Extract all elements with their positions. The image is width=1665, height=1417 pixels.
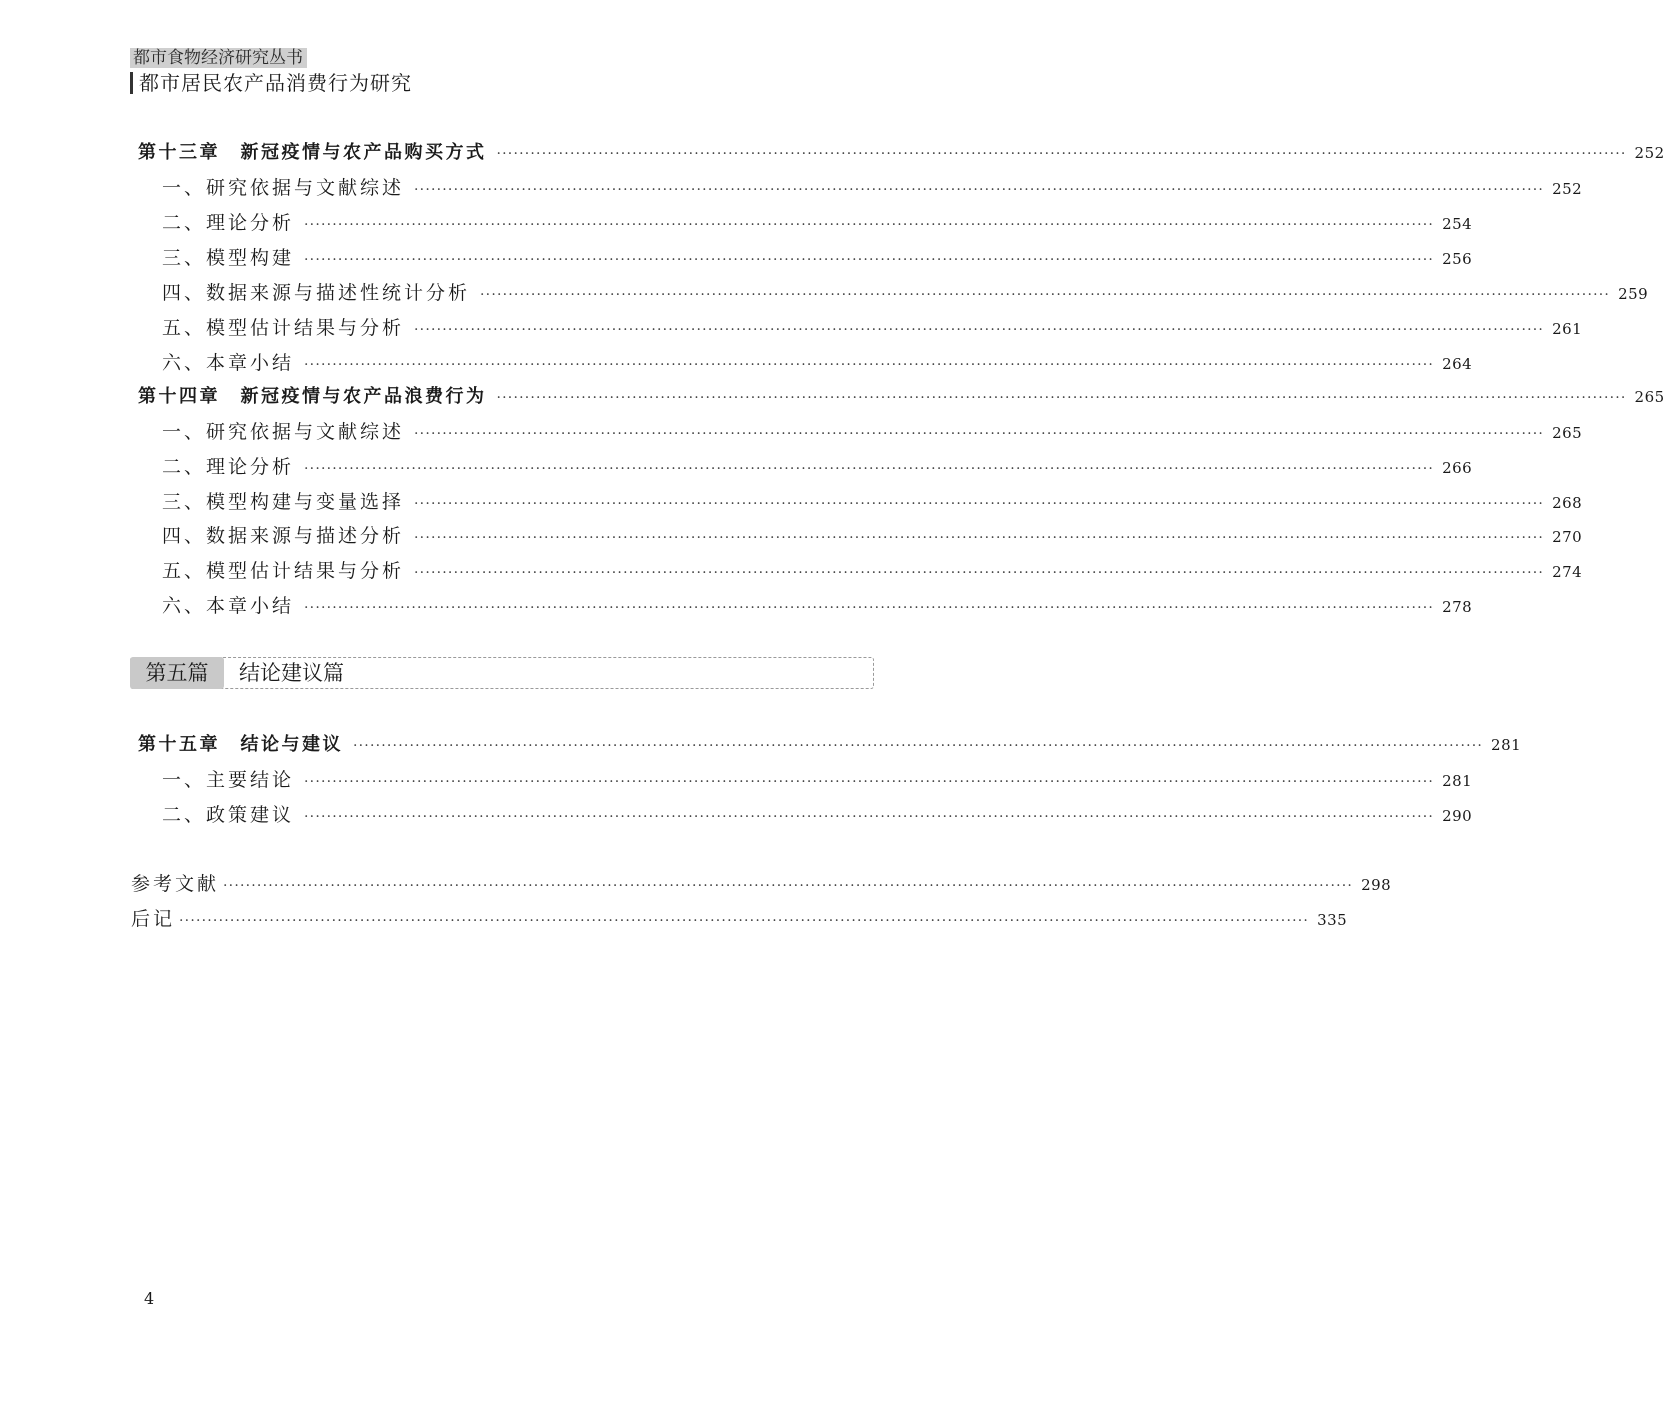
page-number: 265 [1634,388,1665,406]
page-number: 256 [1442,250,1473,268]
page-number: 252 [1552,180,1583,198]
toc-chapter-13[interactable] [138,138,1665,168]
dot-leader: ········································································································································································································ [414,496,1545,512]
dot-leader: ········································································································································································································ [304,252,1435,268]
page-number: 274 [1552,563,1583,581]
toc-section[interactable] [162,417,1583,447]
part-banner [130,657,874,689]
toc-section[interactable] [162,487,1583,517]
page-folio: 4 [144,1289,155,1308]
toc-section[interactable] [162,243,1473,273]
page-number: 268 [1552,494,1583,512]
page-number: 254 [1442,215,1473,233]
page-number: 261 [1552,320,1583,338]
dot-leader: ········································································································································································································ [304,217,1435,233]
section-title: 一、主要结论 [162,769,295,791]
page-number: 252 [1634,144,1665,162]
dot-leader: ········································································································································································································ [304,774,1435,790]
section-title: 五、模型估计结果与分析 [162,560,405,582]
book-title: 都市居民农产品消费行为研究 [130,72,412,94]
toc-references[interactable] [131,869,1392,899]
page-number: 281 [1442,772,1473,790]
part-name: 结论建议篇 [239,661,344,685]
section-title: 三、模型构建 [162,247,295,269]
section-title: 六、本章小结 [162,595,295,617]
dot-leader: ········································································································································································································ [414,426,1545,442]
toc-section[interactable] [162,591,1473,621]
running-header [130,48,412,94]
toc-chapter-15[interactable] [138,730,1522,760]
toc-section[interactable] [162,452,1473,482]
page-number: 259 [1618,285,1649,303]
toc-section[interactable] [162,521,1583,551]
toc-section[interactable] [162,208,1473,238]
section-title: 一、研究依据与文献综述 [162,177,405,199]
toc-section[interactable] [162,800,1473,830]
page-number: 265 [1552,424,1583,442]
page-number: 264 [1442,355,1473,373]
dot-leader: ········································································································································································································ [414,182,1545,198]
chapter-title: 第十五章 结论与建议 [138,734,343,755]
dot-leader: ········································································································································································································ [304,600,1435,616]
dot-leader: ········································································································································································································ [353,738,1484,754]
dot-leader: ········································································································································································································ [414,322,1545,338]
toc-section[interactable] [162,313,1583,343]
toc-postscript[interactable] [131,904,1348,934]
toc-section[interactable] [162,348,1473,378]
dot-leader: ········································································································································································································ [223,878,1354,894]
dot-leader: ········································································································································································································ [496,390,1627,406]
section-title: 二、政策建议 [162,804,295,826]
section-title: 六、本章小结 [162,352,295,374]
section-title: 二、理论分析 [162,456,295,478]
part-number: 第五篇 [130,657,224,689]
toc-chapter-14[interactable] [138,382,1665,412]
chapter-title: 第十三章 新冠疫情与农产品购买方式 [138,142,487,163]
toc-section[interactable] [162,278,1649,308]
backmatter-title: 参考文献 [131,873,220,895]
page-number: 270 [1552,528,1583,546]
section-title: 四、数据来源与描述性统计分析 [162,282,471,304]
dot-leader: ········································································································································································································ [304,809,1435,825]
toc-section[interactable] [162,173,1583,203]
dot-leader: ········································································································································································································ [179,913,1310,929]
backmatter-title: 后记 [131,908,176,930]
page-number: 278 [1442,598,1473,616]
page-number: 266 [1442,459,1473,477]
chapter-title: 第十四章 新冠疫情与农产品浪费行为 [138,386,487,407]
dot-leader: ········································································································································································································ [304,461,1435,477]
dot-leader: ········································································································································································································ [414,565,1545,581]
dot-leader: ········································································································································································································ [480,287,1611,303]
toc-section[interactable] [162,556,1583,586]
page-number: 290 [1442,807,1473,825]
page-number: 335 [1317,911,1348,929]
page-number: 281 [1491,736,1522,754]
dot-leader: ········································································································································································································ [414,530,1545,546]
section-title: 一、研究依据与文献综述 [162,421,405,443]
dot-leader: ········································································································································································································ [496,146,1627,162]
section-title: 四、数据来源与描述分析 [162,525,405,547]
toc-section[interactable] [162,765,1473,795]
section-title: 二、理论分析 [162,212,295,234]
section-title: 五、模型估计结果与分析 [162,317,405,339]
section-title: 三、模型构建与变量选择 [162,491,405,513]
dot-leader: ········································································································································································································ [304,357,1435,373]
series-name: 都市食物经济研究丛书 [130,48,307,68]
page-number: 298 [1361,876,1392,894]
